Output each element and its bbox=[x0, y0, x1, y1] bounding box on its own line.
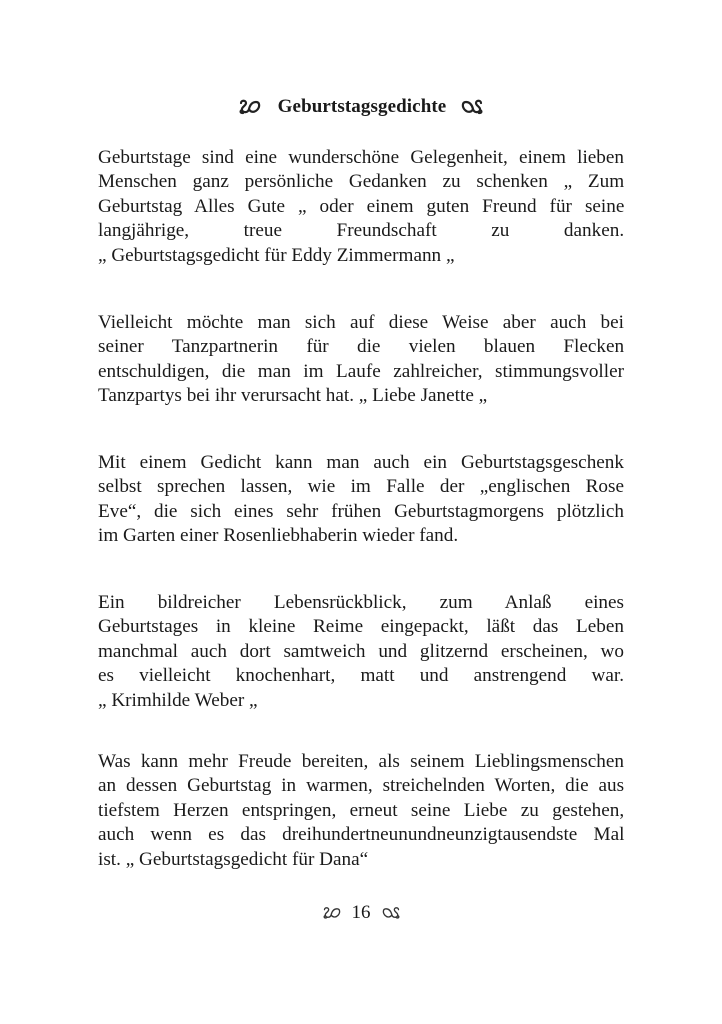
text-line: Vielleicht möchte man sich auf diese Weise aber auch bei bbox=[98, 312, 624, 333]
text-line: selbst sprechen lassen, wie im Falle der „englischen Rose bbox=[98, 476, 624, 498]
text-line: auch wenn es das dreihundertneunundneunzigtausendste Mal bbox=[98, 824, 625, 846]
text-line: Mit einem Gedicht kann man auch ein Geburtstagsgeschenk bbox=[98, 452, 624, 473]
text-line: Geburtstages in kleine Reime eingepackt, läßt das Leben bbox=[98, 616, 624, 638]
text-line: „ Geburtstagsgedicht für Eddy Zimmermann „ bbox=[98, 244, 455, 266]
text-line: es vielleicht knochenhart, matt und anstrengend war. bbox=[98, 665, 624, 687]
text-line: langjährige, treue Freundschaft zu danken. bbox=[98, 220, 625, 242]
text-line: Ein bildreicher Lebensrückblick, zum Anlaß eines bbox=[98, 592, 624, 613]
text-line: an dessen Geburtstag in warmen, streichelnden Worten, die aus bbox=[98, 775, 625, 797]
paragraph-3 bbox=[98, 451, 624, 549]
paragraph-1 bbox=[98, 146, 624, 268]
floral-ornament-left-icon bbox=[322, 906, 342, 920]
text-line: manchmal auch dort samtweich und glitzernd erscheinen, wo bbox=[98, 640, 624, 662]
page-title: Geburtstagsgedichte bbox=[277, 96, 447, 117]
text-line: Menschen ganz persönliche Gedanken zu schenken „ Zum bbox=[98, 171, 625, 193]
text-line: Geburtstage sind eine wunderschöne Gelegenheit, einem lieben bbox=[98, 147, 624, 168]
floral-ornament-left-icon bbox=[238, 99, 262, 115]
paragraph-2 bbox=[98, 311, 624, 409]
text-line: seiner Tanzpartnerin für die vielen blauen Flecken bbox=[98, 336, 625, 358]
text-line: Geburtstag Alles Gute „ oder einem guten Freund für seine bbox=[98, 195, 625, 217]
text-line: Tanzpartys bei ihr verursacht hat. „ Liebe Janette „ bbox=[98, 385, 488, 407]
floral-ornament-right-icon bbox=[381, 906, 401, 920]
text-line: im Garten einer Rosenliebhaberin wieder fand. bbox=[98, 525, 459, 547]
paragraph-5 bbox=[98, 750, 624, 872]
text-line: entschuldigen, die man im Laufe zahlreicher, stimmungsvoller bbox=[98, 360, 624, 382]
paragraph-4 bbox=[98, 591, 624, 713]
text-line: ist. „ Geburtstagsgedicht für Dana“ bbox=[98, 848, 369, 870]
floral-ornament-right-icon bbox=[460, 99, 484, 115]
text-line: Eve“, die sich eines sehr frühen Geburtstagmorgens plötzlich bbox=[98, 500, 624, 522]
page-number: 16 bbox=[351, 902, 371, 923]
text-line: tiefstem Herzen entspringen, erneut seine Liebe zu gestehen, bbox=[98, 799, 625, 821]
text-line: „ Krimhilde Weber „ bbox=[98, 689, 258, 711]
text-line: Was kann mehr Freude bereiten, als seinem Lieblingsmenschen bbox=[98, 751, 624, 772]
heading-row bbox=[98, 96, 624, 118]
page-footer bbox=[98, 902, 624, 924]
